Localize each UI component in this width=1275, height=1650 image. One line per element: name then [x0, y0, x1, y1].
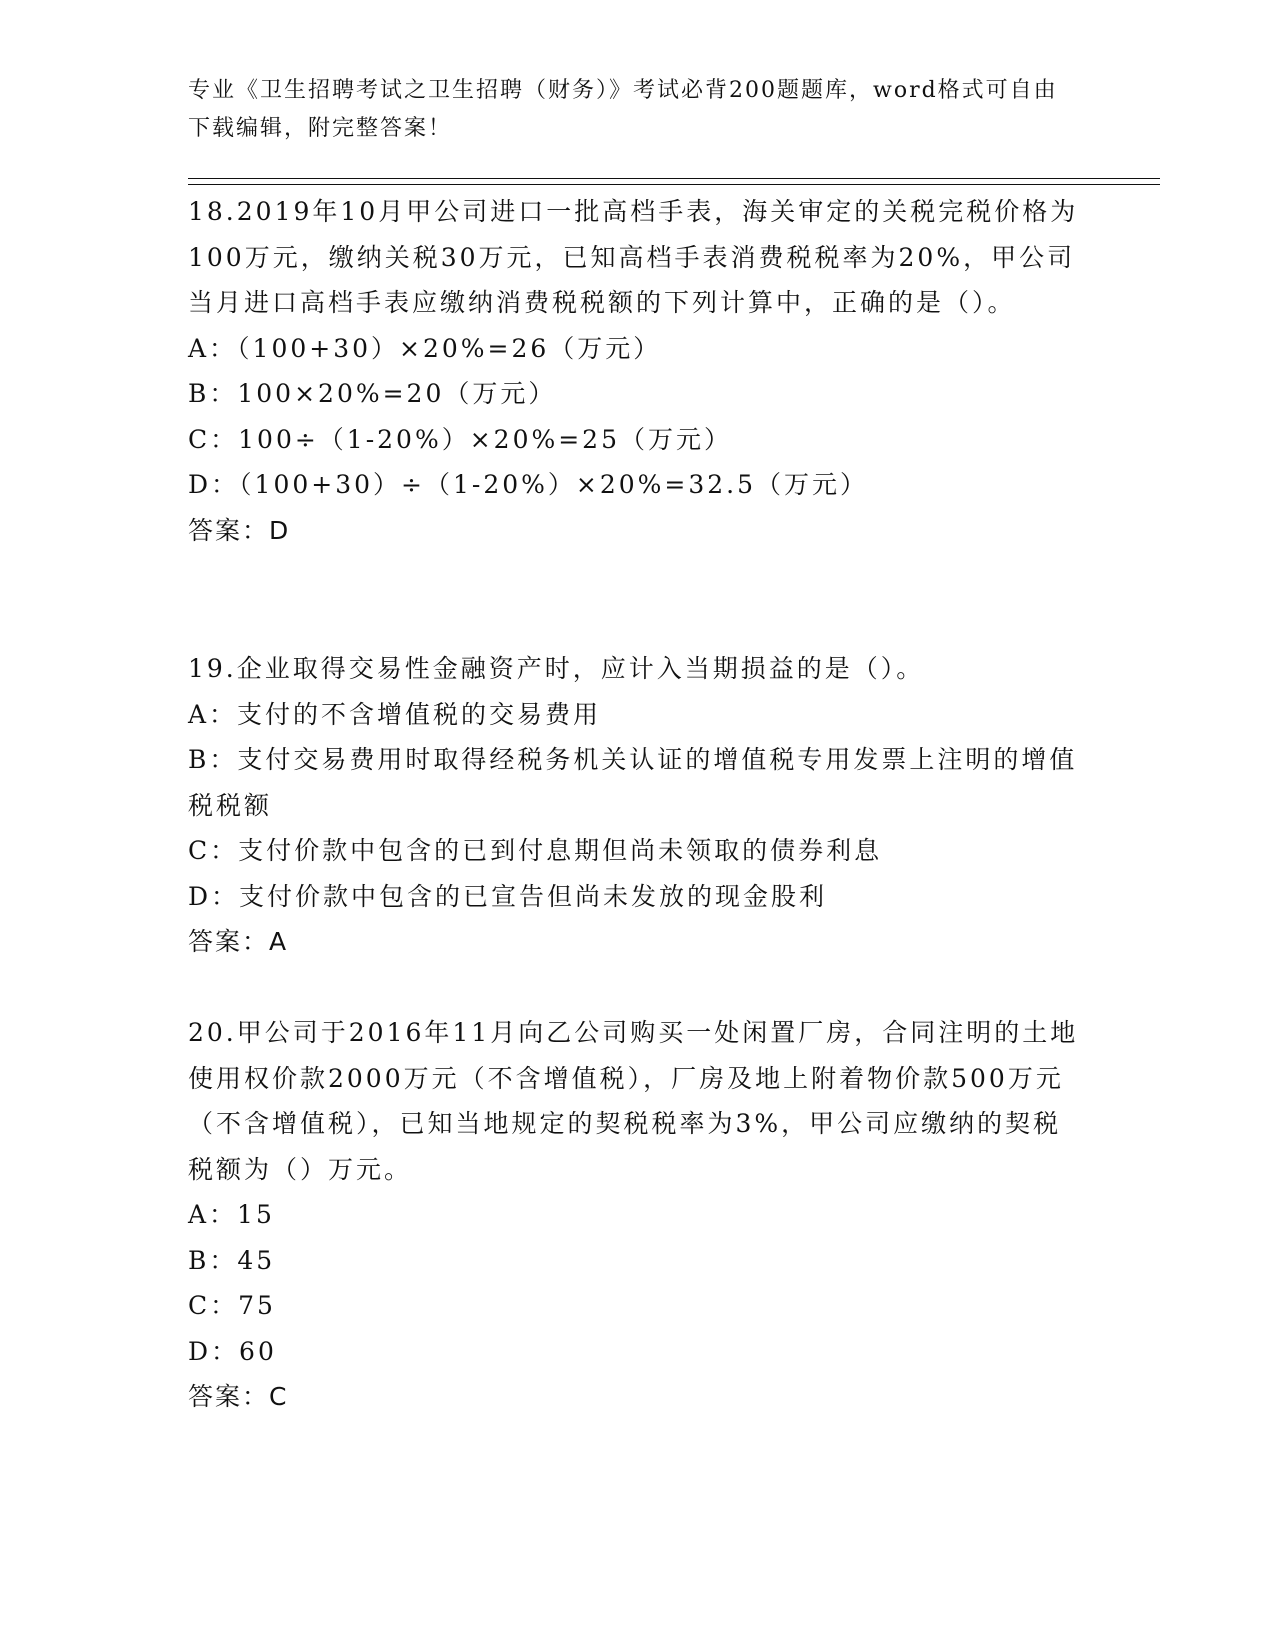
question-19: [188, 646, 1088, 965]
answer: 答案：D: [188, 515, 291, 545]
question-stem: 18.2019年10月甲公司进口一批高档手表，海关审定的关税完税价格为100万元，缴纳关税30万元，已知高档手表消费税税率为20%，甲公司当月进口高档手表应缴纳消费税税额的下列计算中，正确的是（）。: [188, 197, 1079, 317]
option-c: C：75: [188, 1291, 276, 1320]
option-a: A：（100+30）×20%=26（万元）: [188, 333, 662, 363]
option-c: C：支付价款中包含的已到付息期但尚未领取的债券利息: [188, 836, 883, 865]
question-stem: 19.企业取得交易性金融资产时，应计入当期损益的是（）。: [188, 654, 925, 683]
option-b: B：支付交易费用时取得经税务机关认证的增值税专用发票上注明的增值税税额: [188, 745, 1078, 820]
answer: 答案：A: [188, 927, 289, 956]
question-20: [188, 1010, 1088, 1420]
option-d: D：支付价款中包含的已宣告但尚未发放的现金股利: [188, 881, 828, 911]
option-a: A：支付的不含增值税的交易费用: [188, 699, 602, 729]
option-b: B：45: [188, 1245, 276, 1275]
question-18: [188, 189, 1088, 553]
option-b: B：100×20%=20（万元）: [188, 379, 557, 408]
option-c: C：100÷（1-20%）×20%=25（万元）: [188, 424, 732, 454]
option-d: D：（100+30）÷（1-20%）×20%=32.5（万元）: [188, 470, 869, 499]
answer: 答案：C: [188, 1382, 289, 1411]
question-stem: 20.甲公司于2016年11月向乙公司购买一处闲置厂房，合同注明的土地使用权价款2000万元（不含增值税），厂房及地上附着物价款500万元（不含增值税），已知当地规定的契税税率为3%，甲公司应缴纳的契税税额为（）万元。: [188, 1018, 1079, 1184]
header-rule-bottom: [188, 184, 1160, 185]
option-d: D：60: [188, 1336, 277, 1366]
header-rule-top: [188, 178, 1160, 179]
document-header: 专业《卫生招聘考试之卫生招聘（财务）》考试必背200题题库，word格式可自由下载编辑，附完整答案！: [188, 78, 1058, 141]
option-a: A：15: [188, 1200, 275, 1229]
